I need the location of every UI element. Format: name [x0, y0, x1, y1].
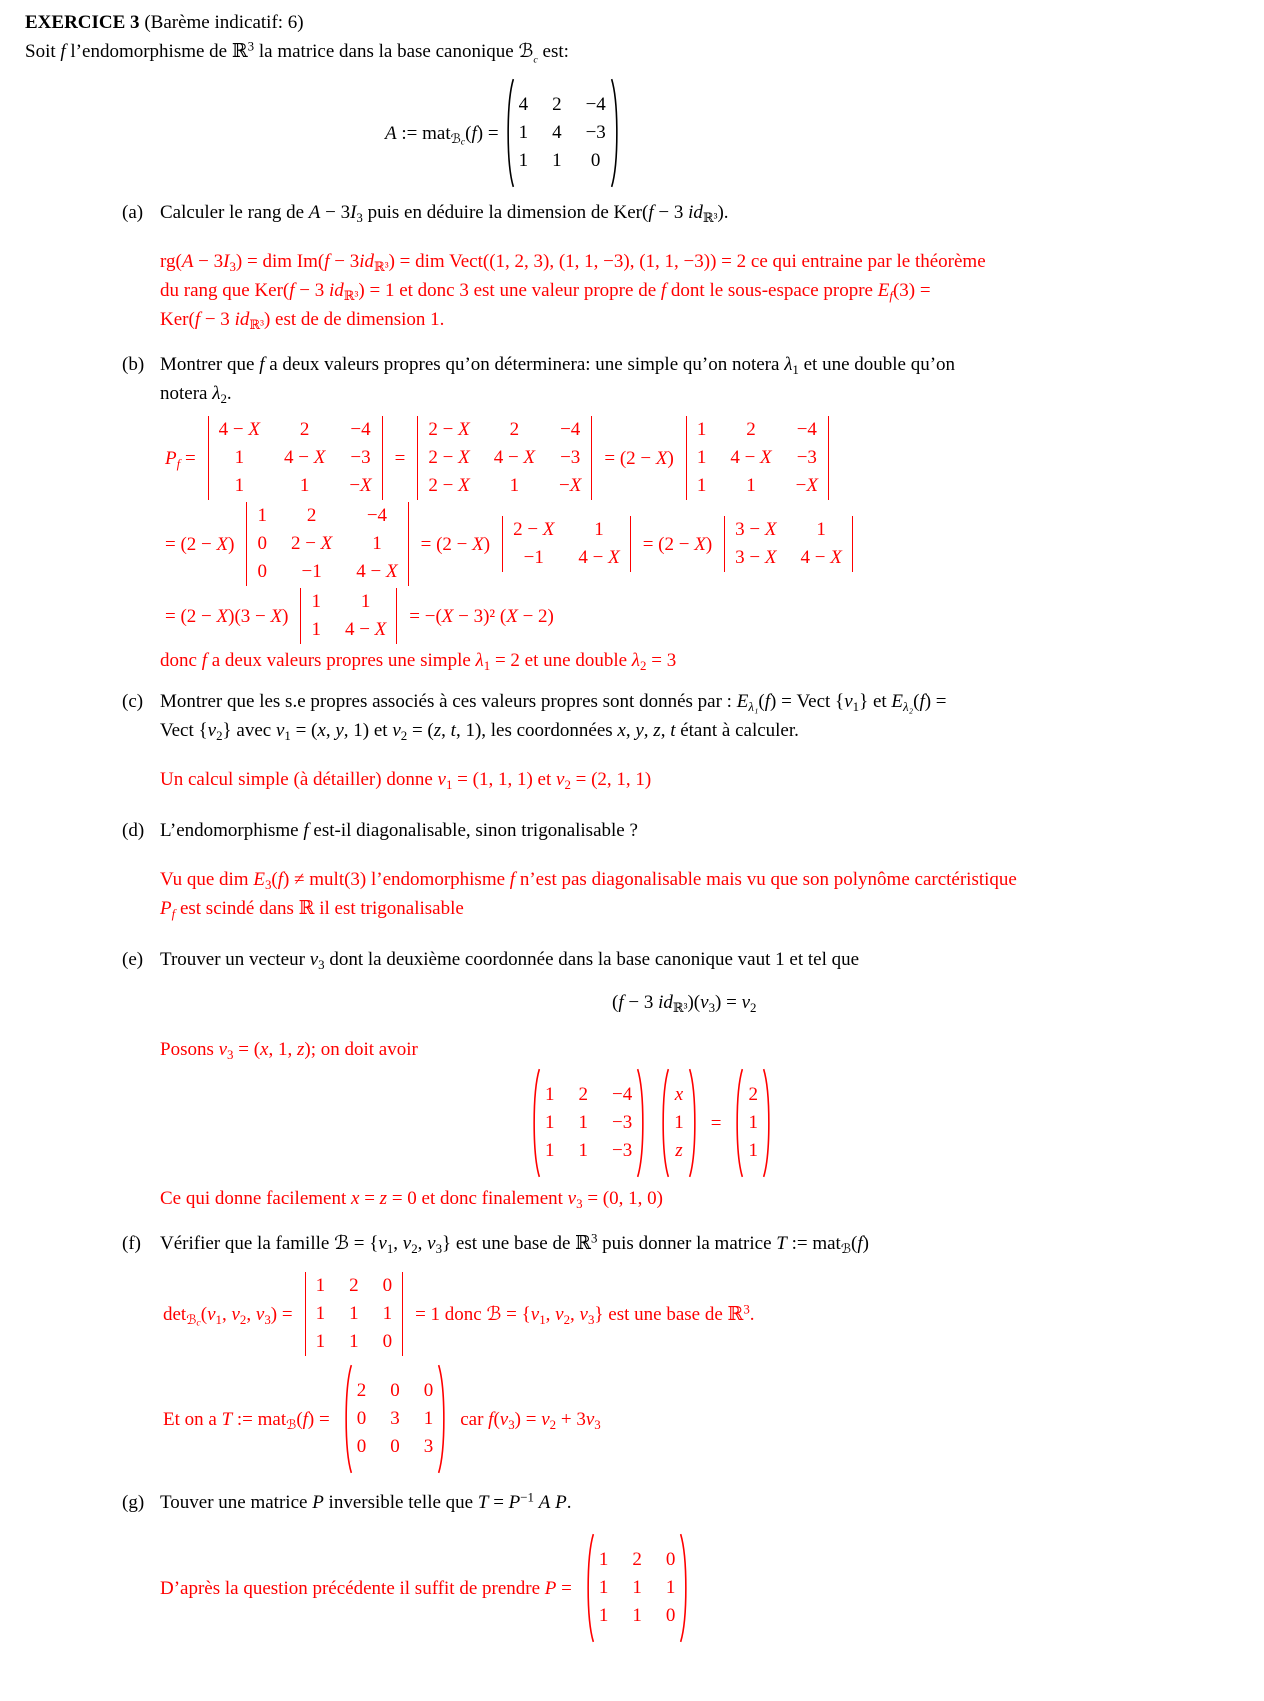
det-basis-lead: $\det_{ℬc}(v_1$, $v_2$, $v_3$) = — [163, 1303, 293, 1328]
det-bar — [686, 416, 687, 500]
det-bar — [591, 416, 592, 500]
char-poly-line-1 — [165, 416, 1264, 500]
determinant-3-grid: 1 2 −4 1 4 − X −3 1 1 −X — [696, 419, 818, 496]
det-bar — [828, 416, 829, 500]
answer-e-matrix-equation — [530, 1068, 1264, 1178]
char-poly-line-3 — [165, 588, 1264, 644]
vector-211-grid: 2 1 1 — [748, 1084, 758, 1161]
item-a-label: (a) — [122, 202, 144, 223]
det-bar — [246, 502, 247, 586]
determinant-7-grid: 1 1 1 4 − X — [311, 591, 387, 640]
determinant-6-grid: 3 − X 1 3 − X 4 − X — [735, 519, 842, 568]
answer-e-intro — [160, 1035, 1264, 1064]
det-basis-tail: = 1 donc ℬ = {$v_1$, $v_2$, $v_3$} est une base de ℝ$^3$. — [415, 1301, 755, 1327]
item-c-label: (c) — [122, 691, 144, 712]
item-f — [0, 1229, 1264, 1258]
item-c-question-line-2: Vect $\{v_2\}$ avec $v_1 = (x$, y, 1) et $v_2 = (z$, t, 1), les coordonnées x, y, z, t étant à calculer. — [160, 720, 799, 743]
equals-sign: = — [394, 447, 406, 469]
determinant-6 — [724, 516, 853, 572]
item-f-label: (f) — [122, 1233, 141, 1254]
vector-x1z-grid: x 1 z — [674, 1084, 684, 1161]
determinant-1-grid: 4 − X 2 −4 1 4 − X −3 1 1 −X — [218, 419, 372, 496]
matrix-P-lead: D’après la question précédente il suffit de prendre P = — [160, 1577, 572, 1599]
determinant-5 — [502, 516, 631, 572]
det-bar — [630, 516, 631, 572]
left-paren — [504, 78, 515, 188]
answer-f-T-line — [163, 1364, 1264, 1474]
char-poly-line-2 — [165, 502, 1264, 586]
right-paren — [437, 1364, 448, 1474]
det-bar — [724, 516, 725, 572]
item-b-question-line-1: Montrer que f a deux valeurs propres qu’on déterminera: une simple qu’on notera $\lambda_1$ et une double qu’on — [160, 354, 956, 377]
det-bar — [502, 516, 503, 572]
answer-a-line-1: $rg(A - 3I_3)$ = dim $Im(f - 3id_{ℝ^3})$ = dim Vect((1, 2, 3), (1, 1, −3), (1, 1, −3)) = 2 ce qui entraine par le théorème — [160, 251, 986, 274]
answer-d-line-1: Vu que dim $E_3(f)$ ≠ mult(3) l’endomorphisme f n’est pas diagonalisable mais vu que son polynôme carctéristique — [160, 869, 1017, 892]
item-e — [0, 945, 1264, 974]
det-bar — [417, 416, 418, 500]
item-b — [0, 350, 1264, 408]
determinant-2-grid: 2 − X 2 −4 2 − X 4 − X −3 2 − X 1 −X — [428, 419, 582, 496]
char-poly-lead: $P_f$ = — [165, 447, 196, 471]
item-d-question: L’endomorphisme f est-il diagonalisable, sinon trigonalisable ? — [160, 820, 638, 841]
display-equation-e: (f − 3 $id_{ℝ^3})(v_3) = v_2$ — [612, 992, 757, 1015]
item-c — [0, 687, 1264, 745]
item-d-label: (d) — [122, 820, 145, 841]
item-f-question: Vérifier que la famille ℬ = {$v_1$, $v_2$, $v_3$} est une base de ℝ$^3$ puis donner la matrice T := mat$_ℬ$(f) — [160, 1230, 869, 1256]
factor-2-minus-X: = (2 − X) — [420, 533, 491, 555]
exercise-title: EXERCICE 3 (Barème indicatif: 6) — [25, 12, 304, 33]
answer-e-intro-line: Posons $v_3 = (x$, 1, z); on doit avoir — [160, 1039, 418, 1062]
item-a-question: Calculer le rang de $A - 3I_3$ puis en déduire la dimension de Ker(f − 3 $id_{ℝ^3}$). — [160, 202, 729, 225]
item-g — [0, 1488, 1264, 1517]
left-paren — [733, 1068, 744, 1178]
determinant-1 — [208, 416, 383, 500]
matrix-T-tail: car $f(v_3) = v_2 + 3v_3$ — [460, 1408, 601, 1432]
right-paren — [610, 78, 621, 188]
matrix-P — [584, 1533, 691, 1643]
left-paren — [584, 1533, 595, 1643]
det-bar — [402, 1272, 403, 1356]
right-paren — [762, 1068, 773, 1178]
matrix-M — [530, 1068, 647, 1178]
item-d — [0, 816, 1264, 845]
det-bar — [382, 416, 383, 500]
answer-a-line-3: Ker(f − 3 $id_{ℝ^3}$) est de de dimension 1. — [160, 309, 445, 332]
item-g-label: (g) — [122, 1492, 145, 1513]
matrix-T — [342, 1364, 449, 1474]
determinant-basis-grid: 1 2 0 1 1 1 1 1 0 — [315, 1275, 393, 1352]
matrix-P-grid: 1 2 0 1 1 1 1 1 0 — [598, 1549, 676, 1626]
answer-b-conclusion-line: donc f a deux valeurs propres une simple $\lambda_1 = 2$ et une double $\lambda_2 = 3$ — [160, 650, 677, 673]
matrix-A-lead: A := mat$_{ℬc}$(f) = — [385, 122, 499, 147]
item-e-question: Trouver un vecteur $v_3$ dont la deuxième coordonnée dans la base canonique vaut 1 et tel que — [160, 949, 860, 972]
factor-2-minus-X: = (2 − X) — [642, 533, 713, 555]
det-bar — [208, 416, 209, 500]
matrix-M-grid: 1 2 −4 1 1 −3 1 1 −3 — [545, 1084, 633, 1161]
right-paren — [636, 1068, 647, 1178]
answer-f-det-line — [163, 1272, 1264, 1356]
item-b-label: (b) — [122, 354, 145, 375]
answer-c — [160, 765, 1264, 794]
vector-211 — [733, 1068, 773, 1178]
det-bar — [396, 588, 397, 644]
answer-g-line — [160, 1533, 1264, 1643]
item-c-question-line-1: Montrer que les s.e propres associés à ces valeurs propres sont donnés par : $E_{\lambda_1}(f)$ = Vect $\{v_1\}$ et $E_{\lambda_2}(f)$ = — [160, 691, 947, 714]
equals-sign: = — [710, 1112, 722, 1134]
det-bar — [300, 588, 301, 644]
matrix-T-lead: Et on a T := mat$_ℬ$(f) = — [163, 1408, 330, 1432]
answer-d — [160, 865, 1264, 923]
factor-product: = (2 − X)(3 − X) — [165, 605, 289, 627]
right-paren — [679, 1533, 690, 1643]
answer-a-line-2: du rang que Ker(f − 3 $id_{ℝ^3}) = 1$ et donc 3 est une valeur propre de f dont le sous-espace propre $E_f(3)$ = — [160, 280, 931, 303]
intro-line: Soit f l’endomorphisme de ℝ$^3$ la matrice dans la base canonique ℬ$_c$ est: — [25, 38, 569, 66]
vector-x1z — [659, 1068, 699, 1178]
answer-e-conclusion — [160, 1184, 1264, 1213]
item-b-question-line-2: notera $\lambda_2$. — [160, 383, 232, 406]
determinant-3 — [686, 416, 829, 500]
determinant-4-grid: 1 2 −4 0 2 − X 1 0 −1 4 − X — [257, 505, 398, 582]
answer-a — [160, 247, 1264, 334]
det-bar — [305, 1272, 306, 1356]
answer-e-conclusion-line: Ce qui donne facilement x = z = 0 et donc finalement $v_3 = (0$, 1, 0) — [160, 1188, 663, 1211]
item-e-label: (e) — [122, 949, 144, 970]
matrix-T-grid: 2 0 0 0 3 1 0 0 3 — [356, 1380, 434, 1457]
determinant-basis — [305, 1272, 404, 1356]
char-poly-result: = −(X − 3)² (X − 2) — [409, 605, 554, 627]
answer-c-line: Un calcul simple (à détailler) donne $v_1 = (1$, 1, 1) et $v_2 = (2$, 1, 1) — [160, 769, 652, 792]
det-bar — [852, 516, 853, 572]
left-paren — [530, 1068, 541, 1178]
answer-d-line-2: $P_f$ est scindé dans ℝ il est trigonalisable — [160, 898, 464, 921]
left-paren — [659, 1068, 670, 1178]
determinant-2 — [417, 416, 592, 500]
right-paren — [688, 1068, 699, 1178]
matrix-A-definition — [385, 78, 1264, 188]
item-a — [0, 198, 1264, 227]
left-paren — [342, 1364, 353, 1474]
det-bar — [408, 502, 409, 586]
determinant-5-grid: 2 − X 1 −1 4 − X — [513, 519, 620, 568]
matrix-A-grid: 4 2 −4 1 4 −3 1 1 0 — [518, 94, 606, 171]
factor-2-minus-X: = (2 − X) — [165, 533, 235, 555]
determinant-4 — [246, 502, 408, 586]
matrix-A — [504, 78, 621, 188]
answer-b-conclusion — [160, 646, 1264, 675]
item-g-question: Touver une matrice P inversible telle que $T = P^{-1}$ A P. — [160, 1489, 572, 1513]
determinant-7 — [300, 588, 397, 644]
factor-2-minus-X: = (2 − X) — [604, 447, 674, 469]
